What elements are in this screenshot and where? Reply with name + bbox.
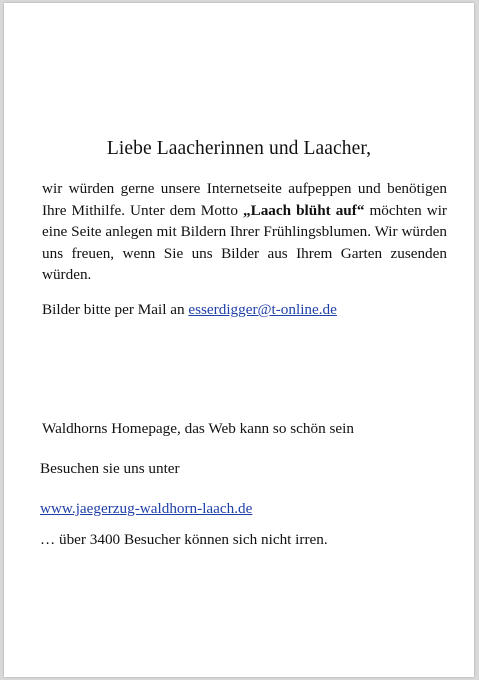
salutation-heading: Liebe Laacherinnen und Laacher, (106, 138, 372, 159)
paragraph-part-2: möchten wir eine Seite anlegen mit Bildern Ihrer Frühlingsblumen. Wir würden uns freuen, wenn Sie uns Bilder aus Ihrem Garten zusenden würden. (42, 201, 447, 283)
website-link[interactable]: www.jaegerzug-waldhorn-laach.de (40, 500, 253, 517)
mail-prefix-text: Bilder bitte per Mail an (42, 301, 189, 318)
website-url-line (40, 499, 252, 519)
motto-text: „Laach blüht auf“ (242, 201, 365, 219)
letter-page (4, 3, 474, 677)
paragraph-part-1: wir würden gerne unsere Internetseite aufpeppen und benötigen Ihre Mithilfe. Unter dem Motto (42, 180, 447, 219)
visit-text: Besuchen sie uns unter (40, 460, 180, 477)
request-paragraph (42, 178, 447, 286)
homepage-text: Waldhorns Homepage, das Web kann so schön sein (42, 420, 354, 437)
closing-text: … über 3400 Besucher können sich nicht irren. (40, 531, 328, 548)
email-link[interactable]: esserdigger@t-online.de (188, 301, 337, 318)
mail-instruction (42, 300, 337, 320)
